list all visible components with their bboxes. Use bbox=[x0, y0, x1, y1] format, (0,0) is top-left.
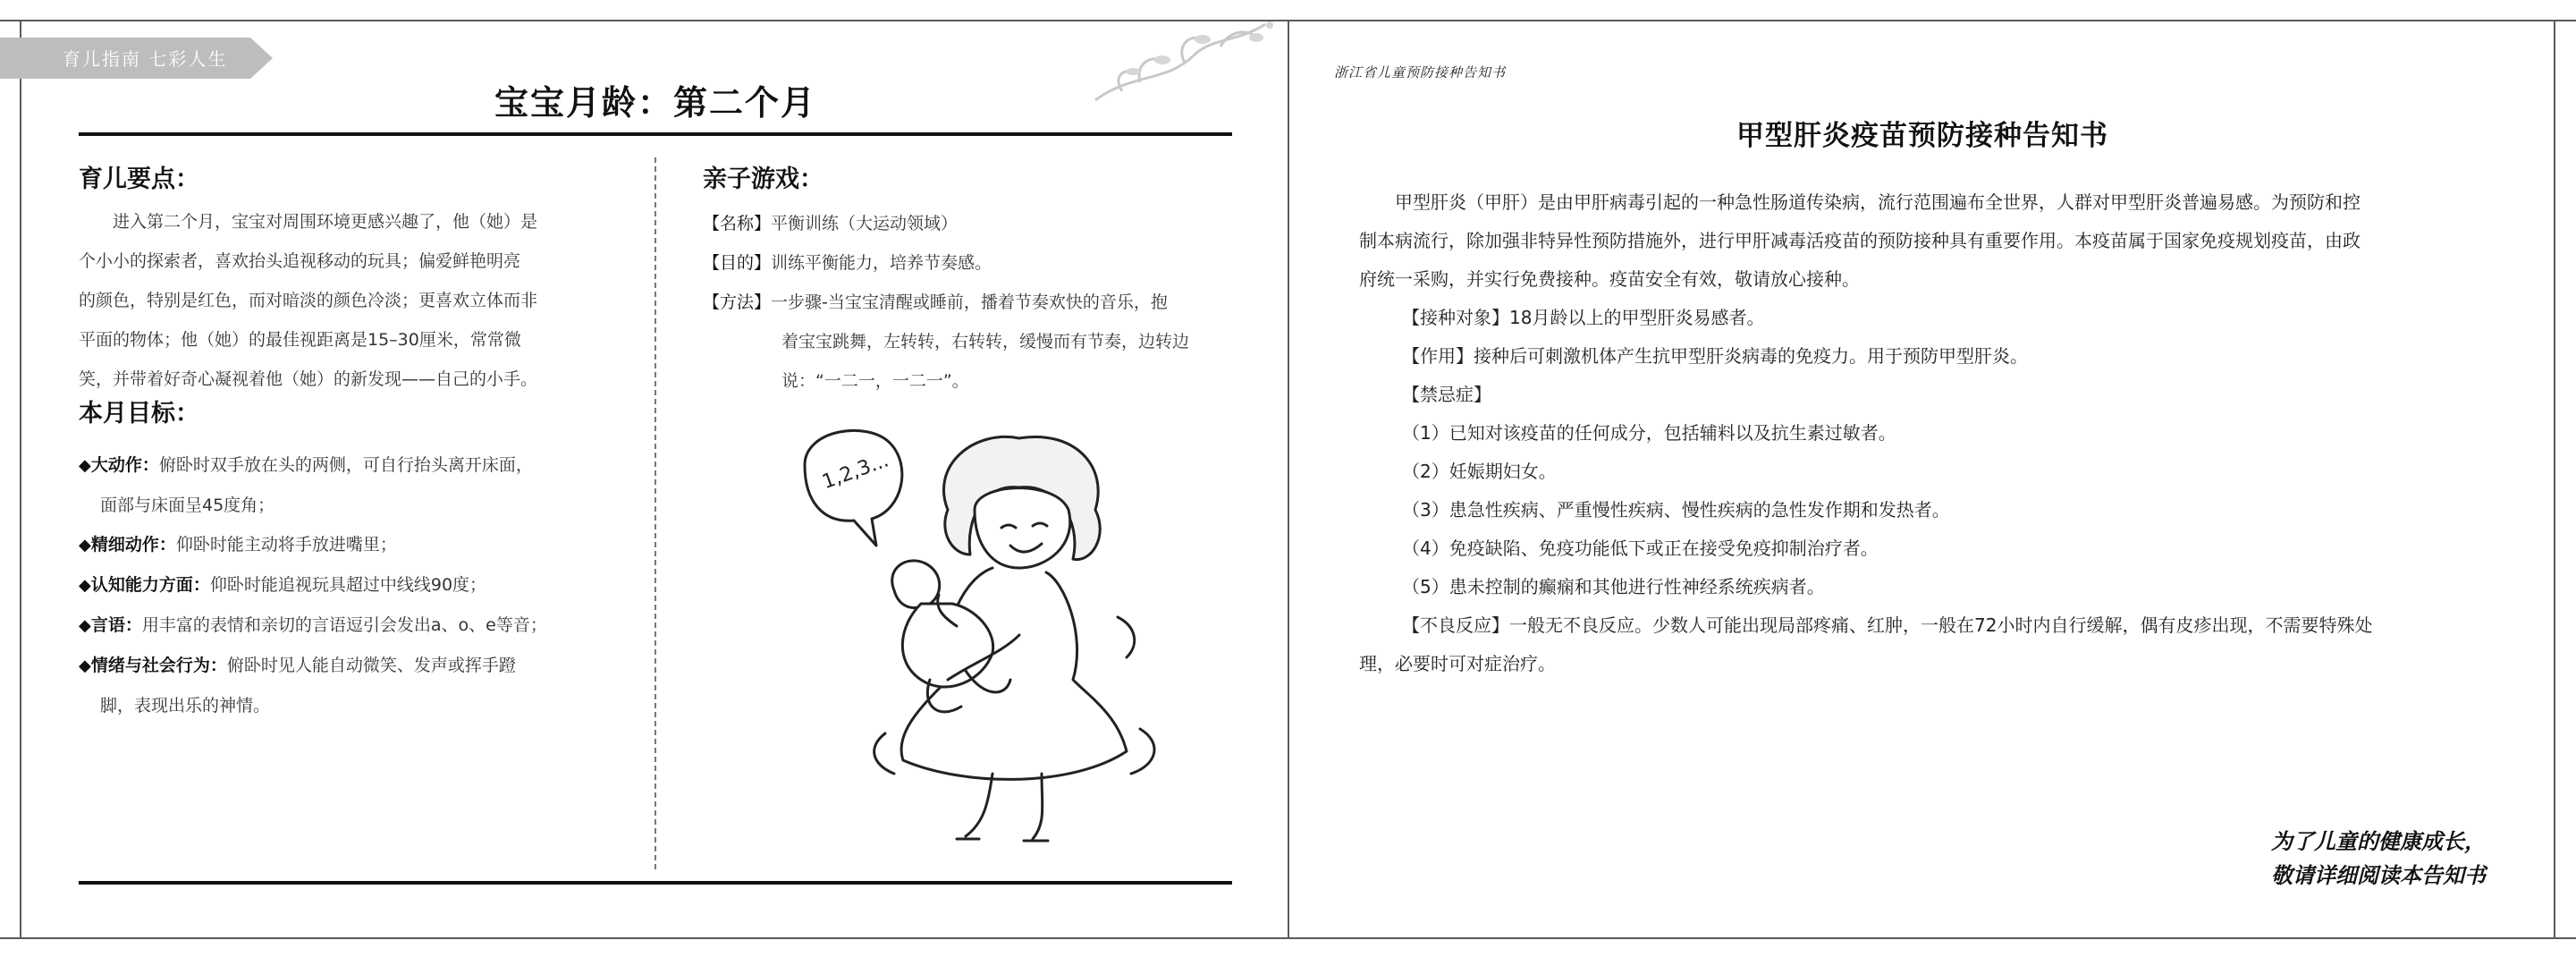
slogan-line: 敬请详细阅读本告知书 bbox=[2271, 863, 2486, 888]
monthly-goals-heading: 本月目标： bbox=[79, 400, 199, 428]
notice-header: 浙江省儿童预防接种告知书 bbox=[1334, 64, 1507, 80]
game-method-line bbox=[703, 283, 1239, 401]
diamond-bullet-icon: ◆ bbox=[79, 576, 91, 595]
goal-text: 仰卧时能追视玩具超过中线线90度； bbox=[209, 575, 487, 595]
title-rule bbox=[79, 132, 1232, 136]
adverse-reaction-line: 【不良反应】一般无不良反应。少数人可能出现局部疼痛、红肿，一般在72小时内自行缓解，偶有皮疹出现，不需要特殊处 bbox=[1402, 614, 2373, 636]
care-points-heading: 育儿要点： bbox=[79, 165, 199, 193]
goal-label: 认知能力方面： bbox=[90, 575, 210, 595]
contraindication-item: （4）免疫缺陷、免疫功能低下或正在接受免疫抑制治疗者。 bbox=[1402, 538, 1879, 559]
goal-label: 精细动作： bbox=[90, 535, 176, 555]
intro-line: 制本病流行，除加强非特异性预防措施外，进行甲肝减毒活疫苗的预防接种具有重要作用。本疫苗属于国家免疫规划疫苗，由政 bbox=[1359, 230, 2361, 251]
parent-child-game-heading: 亲子游戏： bbox=[703, 165, 823, 193]
game-method-text: 一步骤-当宝宝清醒或睡前，播着节奏欢快的音乐，抱 bbox=[771, 292, 1168, 312]
care-line: 的颜色，特别是红色，而对暗淡的颜色冷淡；更喜欢立体而非 bbox=[79, 291, 538, 310]
contraindication-item: （3）患急性疾病、严重慢性疾病、慢性疾病的急性发作期和发热者。 bbox=[1402, 499, 1950, 521]
game-name-text: 平衡训练（大运动领域） bbox=[771, 214, 959, 233]
effect-line: 【作用】接种后可刺激机体产生抗甲型肝炎病毒的免疫力。用于预防甲型肝炎。 bbox=[1402, 345, 2028, 367]
contraindication-item: （2）妊娠期妇女。 bbox=[1402, 461, 1557, 482]
care-line: 平面的物体；他（她）的最佳视距离是15–30厘米，常常微 bbox=[79, 330, 521, 350]
column-divider bbox=[655, 157, 656, 869]
goal-text-cont: 面部与床面呈45度角； bbox=[100, 495, 275, 515]
care-line: 进入第二个月，宝宝对周围环境更感兴趣了，他（她）是 bbox=[113, 212, 538, 232]
diamond-bullet-icon: ◆ bbox=[79, 616, 91, 635]
game-goal-text: 训练平衡能力，培养节奏感。 bbox=[771, 253, 992, 273]
game-method-text-cont: 着宝宝跳舞，左转转，右转转，缓慢而有节奏，边转边 bbox=[781, 332, 1190, 351]
notice-body bbox=[1359, 183, 2490, 683]
monthly-goals-list bbox=[79, 445, 597, 725]
care-points-paragraph bbox=[79, 202, 615, 399]
adverse-reaction-line-cont: 理，必要时可对症治疗。 bbox=[1359, 653, 1556, 674]
target-line: 【接种对象】18月龄以上的甲型肝炎易感者。 bbox=[1402, 307, 1765, 328]
goal-item bbox=[79, 646, 597, 725]
game-name-label: 【名称】 bbox=[703, 214, 772, 233]
slogan-line: 为了儿童的健康成长， bbox=[2271, 829, 2486, 854]
intro-line: 府统一采购，并实行免费接种。疫苗安全有效，敬请放心接种。 bbox=[1359, 268, 1860, 290]
diamond-bullet-icon: ◆ bbox=[79, 456, 91, 475]
goal-item bbox=[79, 445, 597, 525]
diamond-bullet-icon: ◆ bbox=[79, 656, 91, 675]
game-name-line bbox=[703, 204, 1239, 243]
contraindication-item: （1）已知对该疫苗的任何成分，包括辅料以及抗生素过敏者。 bbox=[1402, 422, 1896, 444]
speech-bubble-shape bbox=[805, 430, 902, 546]
goal-text: 用丰富的表情和亲切的言语逗引会发出a、o、e等音； bbox=[141, 615, 547, 635]
game-goal-line bbox=[703, 243, 1239, 283]
goal-text: 俯卧时双手放在头的两侧，可自行抬头离开床面， bbox=[158, 455, 533, 475]
goal-item bbox=[79, 606, 597, 646]
goal-item bbox=[79, 525, 597, 565]
goal-text: 俯卧时见人能自动微笑、发声或挥手蹬 bbox=[226, 656, 516, 675]
care-line: 笑，并带着好奇心凝视着他（她）的新发现——自己的小手。 bbox=[79, 369, 538, 389]
contraindication-item: （5）患未控制的癫痫和其他进行性神经系统疾病者。 bbox=[1402, 576, 1825, 597]
game-goal-label: 【目的】 bbox=[703, 253, 772, 273]
page-divider bbox=[1288, 20, 1289, 939]
speech-bubble-text: 1,2,3... bbox=[819, 449, 892, 495]
notice-title: 甲型肝炎疫苗预防接种告知书 bbox=[1736, 120, 2108, 152]
game-method-label: 【方法】 bbox=[703, 292, 772, 312]
goal-text: 仰卧时能主动将手放进嘴里； bbox=[175, 535, 397, 555]
mother-baby-dancing-illustration bbox=[787, 411, 1207, 850]
care-line: 个小小的探索者，喜欢抬头追视移动的玩具；偏爱鲜艳明亮 bbox=[79, 251, 521, 271]
goal-label: 大动作： bbox=[90, 455, 159, 475]
parent-child-game-details bbox=[703, 204, 1239, 401]
frame-left-border bbox=[20, 20, 21, 939]
bottom-rule bbox=[79, 881, 1232, 885]
closing-slogan bbox=[2146, 825, 2486, 893]
goal-label: 情绪与社会行为： bbox=[90, 656, 227, 675]
game-method-text-cont: 说：“一二一，一二一”。 bbox=[781, 371, 969, 391]
diamond-bullet-icon: ◆ bbox=[79, 536, 91, 555]
goal-label: 言语： bbox=[90, 615, 142, 635]
section-tab-label: 育儿指南 七彩人生 bbox=[63, 48, 228, 70]
goal-text-cont: 脚，表现出乐的神情。 bbox=[100, 696, 271, 716]
frame-right-border bbox=[2554, 20, 2555, 939]
page-title: 宝宝月龄：第二个月 bbox=[494, 83, 816, 123]
intro-line: 甲型肝炎（甲肝）是由甲肝病毒引起的一种急性肠道传染病，流行范围遍布全世界，人群对甲型肝炎普遍易感。为预防和控 bbox=[1395, 191, 2361, 213]
contraindications-heading: 【禁忌症】 bbox=[1402, 384, 1491, 405]
goal-item bbox=[79, 565, 597, 606]
